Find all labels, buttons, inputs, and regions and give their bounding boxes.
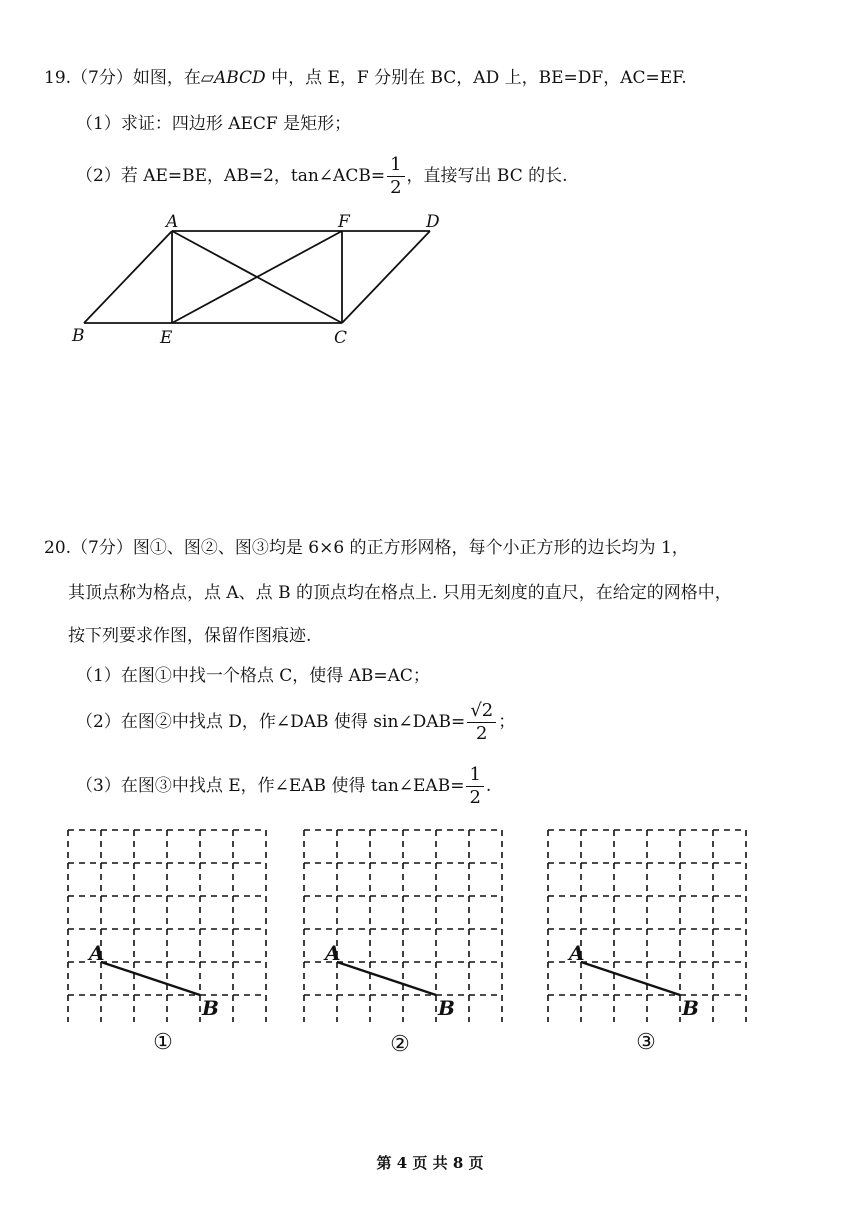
label-a: A	[166, 212, 179, 232]
q20-part2-denominator: 2	[476, 723, 488, 744]
segment-ab	[84, 231, 172, 323]
point-a-label: A	[89, 941, 105, 965]
q19-part2-pre: （2）若 AE=BE，AB=2，tan∠ACB=	[76, 166, 386, 186]
segment-ab	[581, 962, 680, 995]
q19-number: 19.（7分）	[44, 68, 133, 88]
q20-line1: 20.（7分）图①、图②、图③均是 6×6 的正方形网格，每个小正方形的边长均为 1，	[44, 538, 689, 558]
grid-figure-2	[296, 822, 516, 1022]
parallelogram-symbol: ▱	[200, 68, 214, 88]
grid-label-1: ①	[153, 1030, 173, 1055]
point-a-label: A	[325, 941, 341, 965]
q20-line3: 按下列要求作图，保留作图痕迹.	[68, 626, 312, 646]
point-b-label: B	[438, 996, 455, 1020]
q19-part1: （1）求证：四边形 AECF 是矩形；	[76, 114, 352, 134]
segment-ab	[337, 962, 436, 995]
q20-part2-fraction	[467, 702, 496, 743]
q19-fraction	[387, 156, 404, 197]
q19-stem-pre: 如图，在	[132, 68, 201, 88]
q20-part3-pre: （3）在图③中找点 E，作∠EAB 使得 tan∠EAB=	[76, 776, 465, 796]
q20-line2: 其顶点称为格点，点 A、点 B 的顶点均在格点上. 只用无刻度的直尺，在给定的网格中，	[68, 583, 732, 603]
q20-part3-denominator: 2	[469, 787, 481, 808]
point-b-label: B	[202, 996, 219, 1020]
page-footer: 第 4 页 共 8 页	[376, 1154, 484, 1172]
segment-cd	[342, 231, 430, 323]
q20-part3-post: .	[485, 776, 492, 796]
point-a-label: A	[569, 941, 585, 965]
label-c: C	[334, 328, 348, 348]
q20-part2	[76, 702, 515, 743]
grid-label-2: ②	[390, 1032, 410, 1057]
label-d: D	[426, 212, 440, 232]
q19-fraction-numerator: 1	[387, 156, 404, 177]
q19-part2-post: ，直接写出 BC 的长.	[406, 166, 568, 186]
q20-part1: （1）在图①中找一个格点 C，使得 AB=AC；	[76, 666, 430, 686]
q19-stem-rest: 中，点 E，F 分别在 BC，AD 上，BE=DF，AC=EF.	[265, 68, 687, 88]
q20-part3-fraction	[466, 766, 483, 807]
q19-figure	[60, 205, 460, 355]
label-f: F	[338, 212, 350, 232]
q19-part2	[76, 156, 568, 197]
grid-figure-3	[540, 822, 760, 1022]
grid-label-3: ③	[636, 1030, 656, 1055]
label-e: E	[160, 328, 173, 348]
q19-stem-abcd: ABCD	[213, 68, 266, 88]
q20-part3-numerator: 1	[466, 766, 483, 787]
q20-part2-pre: （2）在图②中找点 D，作∠DAB 使得 sin∠DAB=	[76, 712, 466, 732]
grid-figure-1	[60, 822, 280, 1022]
q20-part3	[76, 766, 491, 807]
segment-ab	[101, 962, 200, 995]
q20-part2-post: ；	[498, 712, 516, 732]
q19-fraction-denominator: 2	[390, 177, 402, 198]
q20-part2-numerator: √2	[467, 702, 496, 723]
point-b-label: B	[682, 996, 699, 1020]
q19-stem	[44, 66, 687, 90]
label-b: B	[72, 326, 85, 346]
